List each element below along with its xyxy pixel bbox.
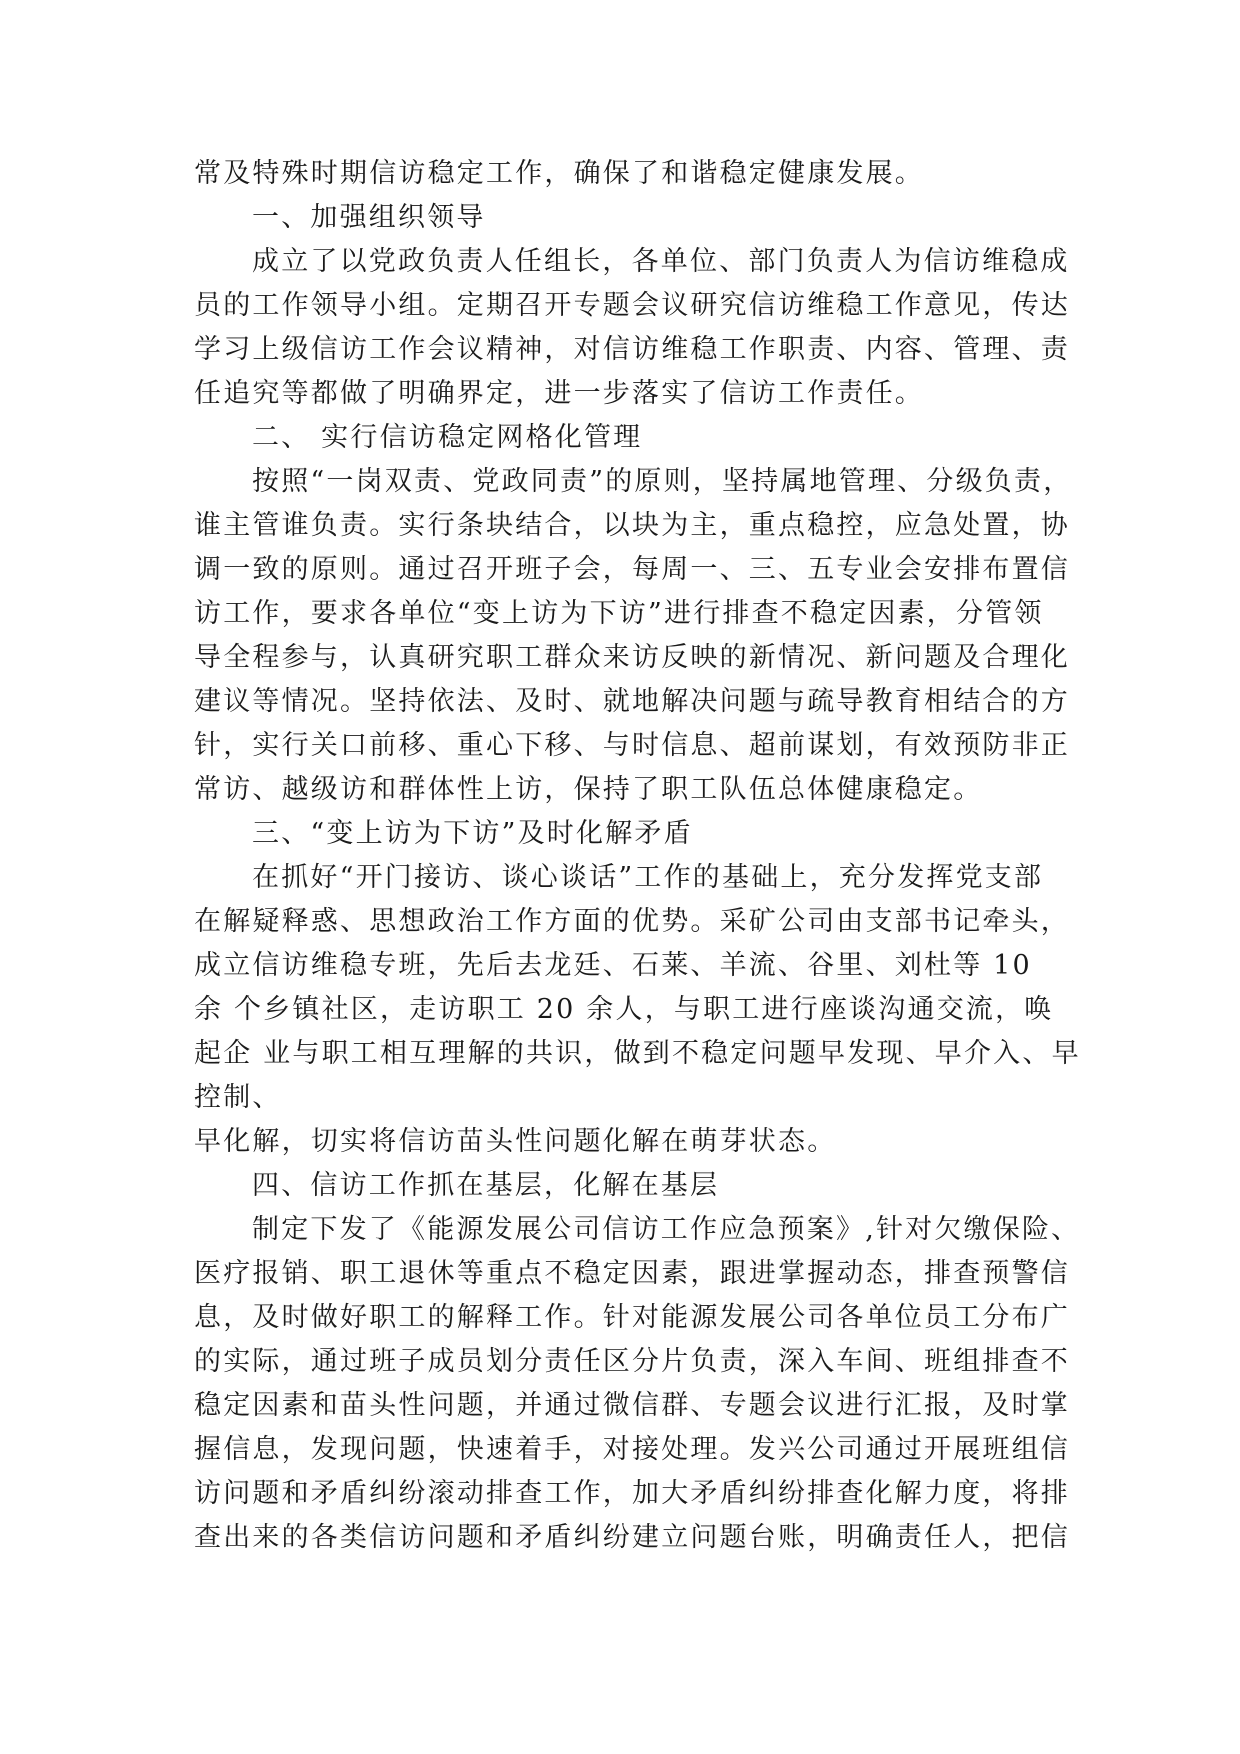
- text-line: 针，实行关口前移、重心下移、与时信息、超前谋划，有效预防非正: [194, 730, 1070, 761]
- text-line: 起企 业与职工相互理解的共识，做到不稳定问题早发现、早介入、早: [194, 1038, 1081, 1069]
- text-line: 建议等情况。坚持依法、及时、就地解决问题与疏导教育相结合的方: [194, 686, 1070, 717]
- text-line: 成立了以党政负责人任组长，各单位、部门负责人为信访维稳成: [252, 246, 1070, 277]
- text-line: 员的工作领导小组。定期召开专题会议研究信访维稳工作意见，传达: [194, 290, 1070, 321]
- text-line: 访问题和矛盾纠纷滚动排查工作，加大矛盾纠纷排查化解力度，将排: [194, 1478, 1070, 1509]
- text-line: 任追究等都做了明确界定，进一步落实了信访工作责任。: [194, 378, 924, 409]
- text-line: 息，及时做好职工的解释工作。针对能源发展公司各单位员工分布广: [194, 1302, 1070, 1333]
- text-line: 的实际，通过班子成员划分责任区分片负责，深入车间、班组排查不: [194, 1346, 1070, 1377]
- text-line: 稳定因素和苗头性问题，并通过微信群、专题会议进行汇报，及时掌: [194, 1390, 1070, 1421]
- text-line: 早化解，切实将信访苗头性问题化解在萌芽状态。: [194, 1126, 837, 1157]
- text-line: 余 个乡镇社区，走访职工 20 余人，与职工进行座谈沟通交流，唤: [194, 994, 1054, 1025]
- section-heading: 四、信访工作抓在基层，化解在基层: [252, 1170, 720, 1201]
- text-line: 谁主管谁负责。实行条块结合，以块为主，重点稳控，应急处置，协: [194, 510, 1070, 541]
- text-line: 制定下发了《能源发展公司信访工作应急预案》,针对欠缴保险、: [252, 1214, 1081, 1245]
- text-line: 握信息，发现问题，快速着手，对接处理。发兴公司通过开展班组信: [194, 1434, 1070, 1465]
- text-line: 在解疑释惑、思想政治工作方面的优势。采矿公司由支部书记牵头，: [194, 906, 1070, 937]
- document-body: [194, 152, 1081, 1560]
- section-heading: 二、 实行信访稳定网格化管理: [252, 422, 643, 453]
- text-line: 调一致的原则。通过召开班子会，每周一、三、五专业会安排布置信: [194, 554, 1070, 585]
- text-line: 访工作，要求各单位“变上访为下访”进行排查不稳定因素，分管领: [194, 598, 1044, 629]
- text-line: 常访、越级访和群体性上访，保持了职工队伍总体健康稳定。: [194, 774, 983, 805]
- text-line: 在抓好“开门接访、谈心谈话”工作的基础上，充分发挥党支部: [252, 862, 1044, 893]
- text-line: 学习上级信访工作会议精神，对信访维稳工作职责、内容、管理、责: [194, 334, 1070, 365]
- text-line: 按照“一岗双责、党政同责”的原则，坚持属地管理、分级负责，: [252, 466, 1073, 497]
- text-line: 成立信访维稳专班，先后去龙廷、石莱、羊流、谷里、刘杜等 10: [194, 950, 1032, 981]
- section-heading: 三、“变上访为下访”及时化解矛盾: [252, 818, 693, 849]
- text-line: 控制、: [194, 1082, 282, 1113]
- section-heading: 一、加强组织领导: [252, 202, 486, 233]
- text-line: 导全程参与，认真研究职工群众来访反映的新情况、新问题及合理化: [194, 642, 1070, 673]
- text-line: 医疗报销、职工退休等重点不稳定因素，跟进掌握动态，排查预警信: [194, 1258, 1070, 1289]
- text-line: 常及特殊时期信访稳定工作，确保了和谐稳定健康发展。: [194, 158, 924, 189]
- text-line: 查出来的各类信访问题和矛盾纠纷建立问题台账，明确责任人，把信: [194, 1522, 1070, 1553]
